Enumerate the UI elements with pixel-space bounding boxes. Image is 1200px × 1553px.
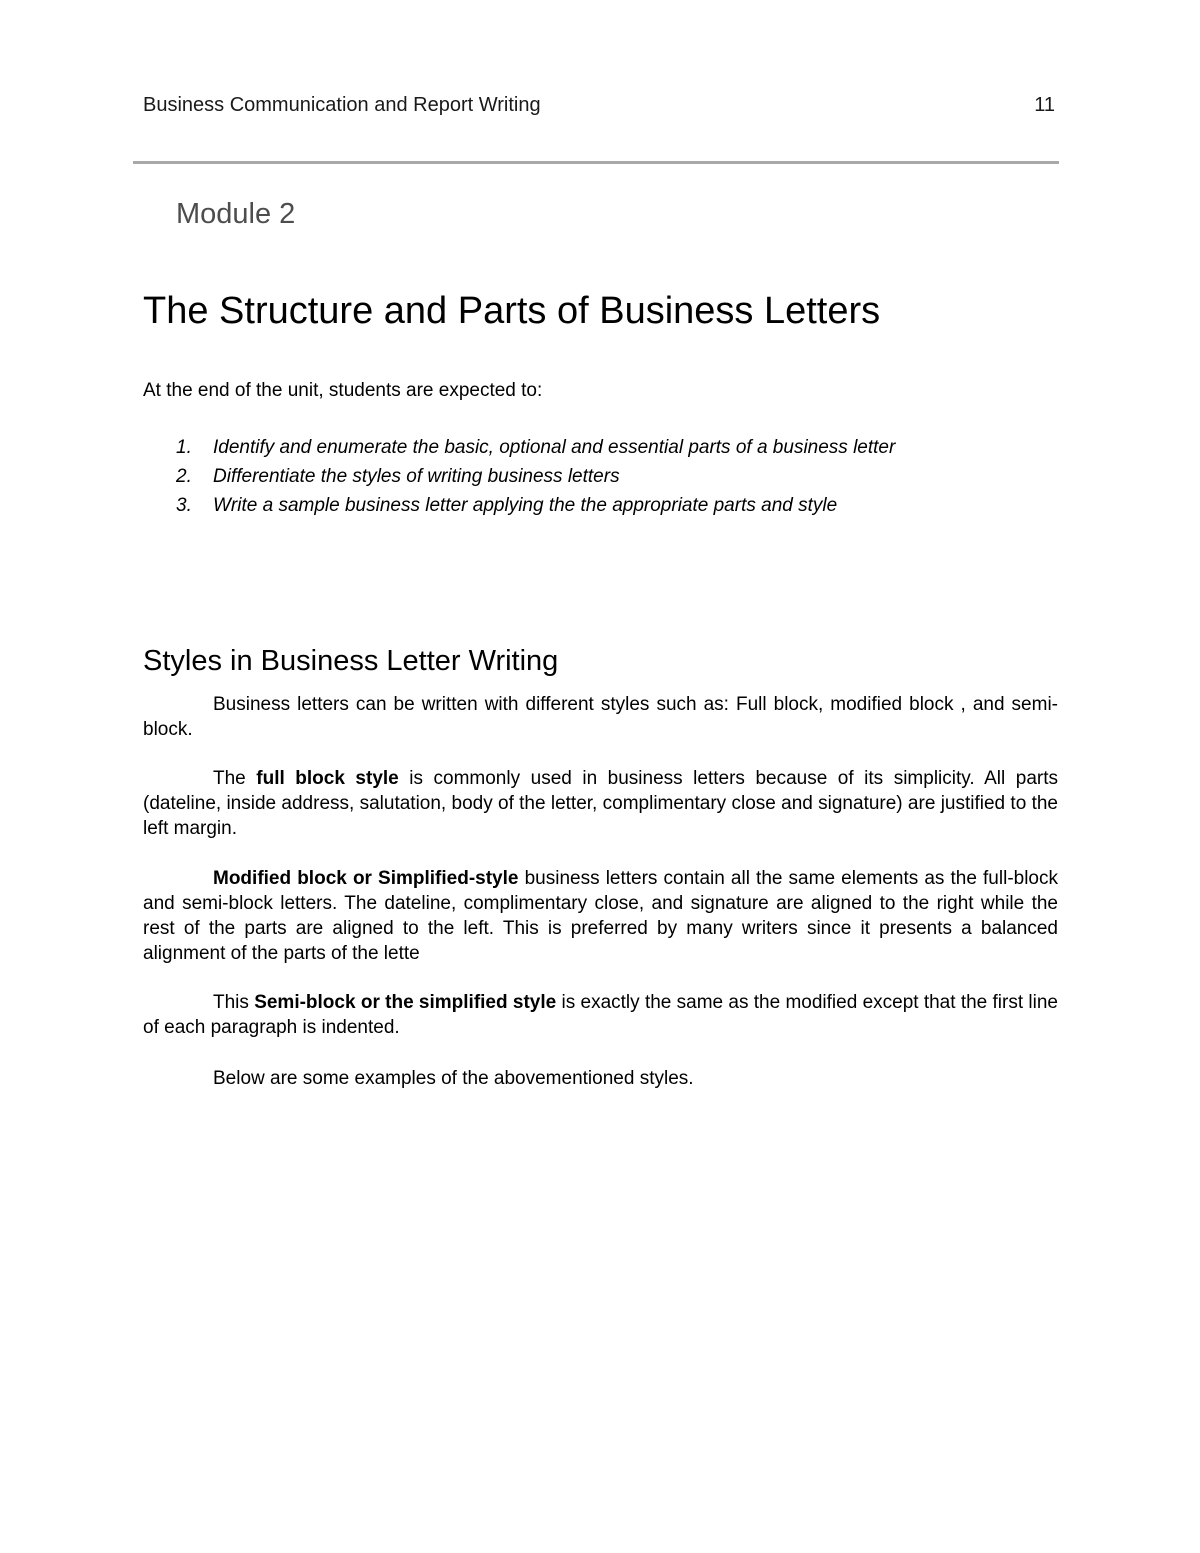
header-title: Business Communication and Report Writing — [143, 94, 541, 116]
header-divider — [133, 161, 1059, 164]
paragraph-styles-intro — [143, 692, 1058, 742]
list-item-number: 2. — [176, 466, 192, 487]
paragraph-bold-term: Modified block or Simplified-style — [213, 868, 519, 889]
paragraph-text-before: The — [213, 768, 257, 789]
module-label: Module 2 — [176, 198, 296, 230]
list-item — [143, 462, 1063, 491]
paragraph-text: Below are some examples of the abovementioned styles. — [213, 1068, 694, 1089]
intro-text: At the end of the unit, students are expected to: — [143, 380, 543, 401]
list-item-number: 3. — [176, 495, 192, 516]
paragraph-semi-block — [143, 990, 1058, 1040]
paragraph-text: Business letters can be written with different styles such as: Full block, modified block , and semi-block. — [143, 694, 1058, 740]
paragraph-text-after: business letters contain all the same elements as the full-block and semi-block letters. The dateline, complimentary close, and signature are aligned to the right while the rest of the parts are aligned to the left. This is preferred by many writers since it presents a balanced alignment of the parts of the lette — [143, 868, 1059, 964]
list-item-text: Write a sample business letter applying the the appropriate parts and style — [213, 495, 838, 516]
page-number: 11 — [1034, 94, 1055, 116]
list-item-text: Identify and enumerate the basic, optional and essential parts of a business letter — [213, 437, 896, 458]
list-item — [143, 491, 1063, 520]
paragraph-modified-block — [143, 866, 1058, 966]
paragraph-text-after: is commonly used in business letters because of its simplicity. All parts (dateline, inside address, salutation, body of the letter, complimentary close and signature) are justified to the left margin. — [143, 768, 1058, 839]
paragraph-full-block — [143, 766, 1058, 841]
paragraph-examples — [143, 1066, 1058, 1091]
list-item-text: Differentiate the styles of writing business letters — [213, 466, 620, 487]
list-item — [143, 433, 1063, 462]
paragraph-text-after: is exactly the same as the modified except that the first line of each paragraph is indented. — [143, 992, 1058, 1038]
page-title: The Structure and Parts of Business Letters — [143, 290, 881, 332]
paragraph-bold-term: full block style — [256, 768, 399, 789]
running-header — [143, 94, 1055, 117]
paragraph-text-before: This — [213, 992, 255, 1013]
section-heading: Styles in Business Letter Writing — [143, 645, 559, 677]
objectives-list — [143, 433, 1063, 520]
list-item-number: 1. — [176, 437, 192, 458]
paragraph-bold-term: Semi-block or the simplified style — [254, 992, 557, 1013]
